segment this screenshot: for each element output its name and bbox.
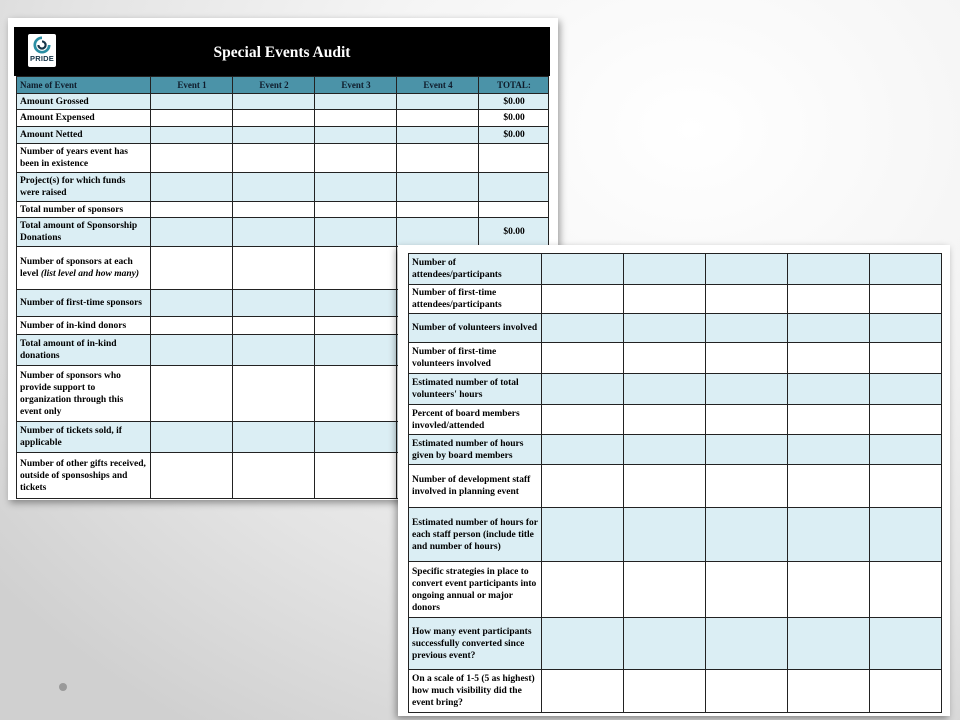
event-4-cell[interactable] xyxy=(397,218,479,247)
event-3-cell[interactable] xyxy=(315,110,397,127)
row-label-text: Number of other gifts received, outside of sponsoships and tickets xyxy=(20,458,146,493)
total-cell[interactable] xyxy=(870,405,942,435)
row-label xyxy=(17,144,151,173)
event-3-cell[interactable] xyxy=(706,670,788,713)
bullet-dot-icon xyxy=(59,683,67,691)
row-label-text: Total amount of Sponsorship Donations xyxy=(20,221,138,243)
event-2-cell[interactable] xyxy=(624,670,706,713)
event-3-cell[interactable] xyxy=(706,285,788,314)
row-label xyxy=(17,94,151,110)
row-label-text: Estimated number of total volunteers' hours xyxy=(412,378,519,400)
row-label xyxy=(409,435,542,465)
total-cell[interactable] xyxy=(870,343,942,374)
row-label-text: How many event participants successfully converted since previous event? xyxy=(412,626,532,661)
event-2-cell[interactable] xyxy=(624,374,706,405)
table-row xyxy=(409,405,942,435)
row-label-text: Number of first-time attendees/participants xyxy=(412,288,502,310)
table-row xyxy=(409,508,942,562)
event-3-cell[interactable] xyxy=(706,435,788,465)
row-label xyxy=(17,127,151,144)
event-1-cell[interactable] xyxy=(151,173,233,202)
row-label xyxy=(17,218,151,247)
event-4-cell[interactable] xyxy=(788,435,870,465)
event-1-cell[interactable] xyxy=(151,247,233,290)
event-2-cell[interactable] xyxy=(233,335,315,366)
table-row xyxy=(17,144,549,173)
event-1-cell[interactable] xyxy=(542,435,624,465)
row-label xyxy=(409,374,542,405)
event-1-cell[interactable] xyxy=(151,317,233,335)
table-row xyxy=(17,127,549,144)
event-3-cell[interactable] xyxy=(315,173,397,202)
event-1-cell[interactable] xyxy=(542,343,624,374)
event-3-cell[interactable] xyxy=(315,127,397,144)
event-4-cell[interactable] xyxy=(788,343,870,374)
event-1-cell[interactable] xyxy=(151,94,233,110)
event-2-cell[interactable] xyxy=(233,290,315,317)
event-2-cell[interactable] xyxy=(233,110,315,127)
event-1-cell[interactable] xyxy=(151,335,233,366)
table-row xyxy=(409,314,942,343)
total-cell[interactable] xyxy=(870,618,942,670)
event-1-cell[interactable] xyxy=(542,285,624,314)
total-cell[interactable] xyxy=(870,254,942,285)
row-label-text: Number of attendees/participants xyxy=(412,258,502,280)
event-2-cell[interactable] xyxy=(624,254,706,285)
event-1-cell[interactable] xyxy=(542,374,624,405)
column-header-event-2: Event 2 xyxy=(233,77,315,94)
event-3-cell[interactable] xyxy=(706,508,788,562)
table-row xyxy=(17,218,549,247)
table-row xyxy=(17,173,549,202)
event-1-cell[interactable] xyxy=(151,202,233,218)
table-row xyxy=(409,343,942,374)
event-3-cell[interactable] xyxy=(315,247,397,290)
total-cell[interactable] xyxy=(479,144,549,173)
column-header-total: TOTAL: xyxy=(479,77,549,94)
event-1-cell[interactable] xyxy=(542,618,624,670)
event-2-cell[interactable] xyxy=(624,285,706,314)
row-label xyxy=(17,202,151,218)
event-4-cell[interactable] xyxy=(788,508,870,562)
row-label-text: Estimated number of hours given by board members xyxy=(412,438,524,461)
event-3-cell[interactable] xyxy=(315,144,397,173)
event-2-cell[interactable] xyxy=(624,465,706,508)
table-row xyxy=(409,465,942,508)
row-label-text: On a scale of 1-5 (5 as highest) how much visibility did the event bring? xyxy=(412,674,535,708)
row-label-text: Total number of sponsors xyxy=(20,204,124,215)
event-2-cell[interactable] xyxy=(233,127,315,144)
row-label-text: Number of development staff involved in planning event xyxy=(412,475,531,497)
table-row xyxy=(409,618,942,670)
event-4-cell[interactable] xyxy=(397,173,479,202)
event-3-cell[interactable] xyxy=(706,618,788,670)
event-3-cell[interactable] xyxy=(315,202,397,218)
event-2-cell[interactable] xyxy=(233,144,315,173)
event-4-cell[interactable] xyxy=(788,405,870,435)
event-1-cell[interactable] xyxy=(151,453,233,499)
total-cell[interactable] xyxy=(870,435,942,465)
row-label xyxy=(409,670,542,713)
event-4-cell[interactable] xyxy=(397,202,479,218)
row-label-text: Number of sponsors at each level xyxy=(20,257,133,279)
row-label xyxy=(17,366,151,422)
event-2-cell[interactable] xyxy=(233,218,315,247)
total-cell[interactable]: $0.00 xyxy=(479,110,549,127)
event-1-cell[interactable] xyxy=(151,218,233,247)
event-4-cell[interactable] xyxy=(788,374,870,405)
row-label xyxy=(17,173,151,202)
row-label-text: Number of in-kind donors xyxy=(20,320,127,331)
row-label-text: Project(s) for which funds were raised xyxy=(20,176,126,198)
event-3-cell[interactable] xyxy=(315,218,397,247)
event-2-cell[interactable] xyxy=(233,453,315,499)
column-header-event-3: Event 3 xyxy=(315,77,397,94)
event-3-cell[interactable] xyxy=(315,335,397,366)
table-row xyxy=(409,374,942,405)
event-1-cell[interactable] xyxy=(542,670,624,713)
event-2-cell[interactable] xyxy=(233,202,315,218)
row-label xyxy=(17,247,151,290)
total-cell[interactable] xyxy=(870,562,942,618)
event-3-cell[interactable] xyxy=(706,314,788,343)
event-2-cell[interactable] xyxy=(624,435,706,465)
total-cell[interactable] xyxy=(870,285,942,314)
row-label-text: Number of first-time volunteers involved xyxy=(412,347,497,369)
event-1-cell[interactable] xyxy=(151,290,233,317)
event-3-cell[interactable] xyxy=(315,317,397,335)
event-2-cell[interactable] xyxy=(624,405,706,435)
row-label-text: Specific strategies in place to convert event participants into ongoing annual or major donors xyxy=(412,566,537,613)
event-3-cell[interactable] xyxy=(315,366,397,422)
table-row xyxy=(409,562,942,618)
audit-sheet-page-2 xyxy=(398,245,950,716)
total-cell[interactable] xyxy=(479,173,549,202)
row-label xyxy=(17,335,151,366)
row-label xyxy=(17,110,151,127)
event-2-cell[interactable] xyxy=(624,562,706,618)
event-4-cell[interactable] xyxy=(788,562,870,618)
row-label xyxy=(409,254,542,285)
event-2-cell[interactable] xyxy=(624,343,706,374)
event-1-cell[interactable] xyxy=(542,254,624,285)
table-row xyxy=(409,254,942,285)
row-label-text: Percent of board members invovled/attended xyxy=(412,408,520,431)
column-header-event-4: Event 4 xyxy=(397,77,479,94)
event-3-cell[interactable] xyxy=(706,374,788,405)
total-cell[interactable]: $0.00 xyxy=(479,94,549,110)
row-label xyxy=(409,618,542,670)
event-4-cell[interactable] xyxy=(788,254,870,285)
column-header-name: Name of Event xyxy=(17,77,151,94)
table-row xyxy=(409,285,942,314)
row-label xyxy=(409,343,542,374)
table-row xyxy=(17,202,549,218)
event-2-cell[interactable] xyxy=(233,94,315,110)
row-label xyxy=(409,405,542,435)
row-label-text: Number of sponsors who provide support to organization through this event only xyxy=(20,370,124,417)
event-2-cell[interactable] xyxy=(233,247,315,290)
table-row xyxy=(17,94,549,110)
row-label-note: (list level and how many) xyxy=(40,269,140,279)
row-label-text: Number of first-time sponsors xyxy=(20,298,142,308)
event-2-cell[interactable] xyxy=(624,618,706,670)
event-4-cell[interactable] xyxy=(397,110,479,127)
total-cell[interactable]: $0.00 xyxy=(479,127,549,144)
row-label-text: Amount Grossed xyxy=(20,96,89,107)
row-label-text: Number of tickets sold, if applicable xyxy=(20,426,122,448)
event-2-cell[interactable] xyxy=(624,314,706,343)
total-cell[interactable] xyxy=(870,465,942,508)
row-label xyxy=(409,314,542,343)
event-3-cell[interactable] xyxy=(315,422,397,453)
total-cell[interactable] xyxy=(870,508,942,562)
row-label xyxy=(409,562,542,618)
event-1-cell[interactable] xyxy=(542,405,624,435)
header-row xyxy=(17,77,549,94)
event-4-cell[interactable] xyxy=(788,285,870,314)
event-4-cell[interactable] xyxy=(788,314,870,343)
event-3-cell[interactable] xyxy=(315,290,397,317)
total-cell[interactable] xyxy=(870,670,942,713)
audit-table-part-2 xyxy=(408,253,942,713)
event-2-cell[interactable] xyxy=(233,173,315,202)
event-1-cell[interactable] xyxy=(542,562,624,618)
event-3-cell[interactable] xyxy=(706,343,788,374)
row-label xyxy=(409,508,542,562)
row-label-text: Amount Netted xyxy=(20,130,83,140)
event-4-cell[interactable] xyxy=(397,127,479,144)
event-4-cell[interactable] xyxy=(397,94,479,110)
row-label-text: Amount Expensed xyxy=(20,113,95,123)
row-label xyxy=(409,285,542,314)
event-2-cell[interactable] xyxy=(624,508,706,562)
table-row xyxy=(17,110,549,127)
event-1-cell[interactable] xyxy=(151,144,233,173)
event-1-cell[interactable] xyxy=(542,508,624,562)
table-row xyxy=(409,670,942,713)
event-1-cell[interactable] xyxy=(542,465,624,508)
event-4-cell[interactable] xyxy=(788,465,870,508)
column-header-event-1: Event 1 xyxy=(151,77,233,94)
total-cell[interactable] xyxy=(479,202,549,218)
event-1-cell[interactable] xyxy=(151,127,233,144)
event-4-cell[interactable] xyxy=(788,618,870,670)
event-1-cell[interactable] xyxy=(542,314,624,343)
title-bar xyxy=(14,27,550,76)
total-cell[interactable]: $0.00 xyxy=(479,218,549,247)
row-label xyxy=(17,453,151,499)
row-label-text: Number of volunteers involved xyxy=(412,323,538,333)
logo-text: PRIDE xyxy=(30,54,54,63)
event-4-cell[interactable] xyxy=(788,670,870,713)
row-label xyxy=(17,317,151,335)
row-label xyxy=(17,290,151,317)
event-3-cell[interactable] xyxy=(706,465,788,508)
event-3-cell[interactable] xyxy=(706,254,788,285)
event-4-cell[interactable] xyxy=(397,144,479,173)
row-label xyxy=(409,465,542,508)
event-2-cell[interactable] xyxy=(233,317,315,335)
row-label xyxy=(17,422,151,453)
row-label-text: Number of years event has been in existence xyxy=(20,147,129,169)
sheet-title: Special Events Audit xyxy=(213,44,351,61)
event-1-cell[interactable] xyxy=(151,110,233,127)
event-1-cell[interactable] xyxy=(151,422,233,453)
event-2-cell[interactable] xyxy=(233,422,315,453)
event-1-cell[interactable] xyxy=(151,366,233,422)
row-label-text: Estimated number of hours for each staff person (include title and number of hours) xyxy=(412,517,538,552)
event-3-cell[interactable] xyxy=(706,405,788,435)
event-2-cell[interactable] xyxy=(233,366,315,422)
total-cell[interactable] xyxy=(870,374,942,405)
total-cell[interactable] xyxy=(870,314,942,343)
row-label-text: Total amount of in-kind donations xyxy=(20,339,117,361)
table-row xyxy=(409,435,942,465)
event-3-cell[interactable] xyxy=(315,453,397,499)
event-3-cell[interactable] xyxy=(706,562,788,618)
event-3-cell[interactable] xyxy=(315,94,397,110)
